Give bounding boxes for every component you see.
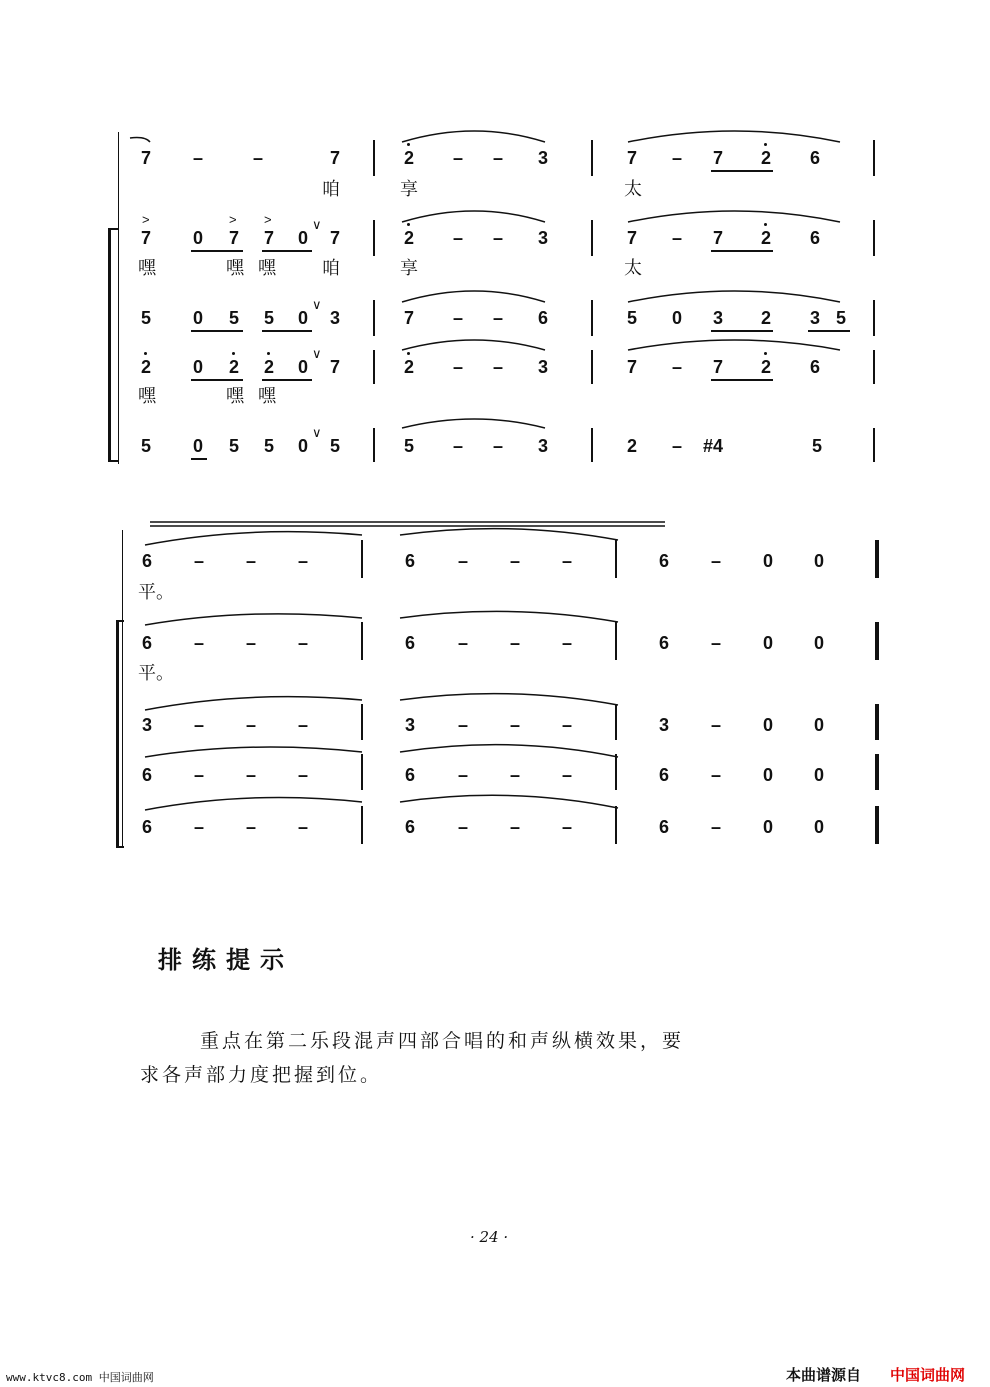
dash: – [672, 436, 683, 456]
note: 7 [627, 148, 638, 168]
footer-left-source: www.ktvc8.com 中国词曲网 [6, 1371, 154, 1384]
accent-mark: > [142, 212, 150, 227]
dash: – [562, 715, 573, 735]
lyric: 嘿 [258, 258, 276, 279]
barline [361, 704, 363, 740]
bracket-cap-bottom [108, 460, 118, 462]
breath-mark: ∨ [312, 217, 322, 232]
dash: – [672, 228, 683, 248]
note: 7 [330, 357, 341, 377]
barline [373, 350, 375, 384]
dash: – [458, 551, 469, 571]
dash: – [246, 817, 257, 837]
dash: – [298, 551, 309, 571]
note: 0 [763, 765, 774, 785]
note: 0 [763, 817, 774, 837]
rehearsal-text-line-1: 重点在第二乐段混声四部合唱的和声纵横效果，要 [200, 1030, 685, 1052]
octave-dot [232, 352, 235, 355]
dash: – [711, 765, 722, 785]
dash: – [562, 633, 573, 653]
underline [711, 170, 773, 172]
barline [591, 220, 593, 256]
note: 7 [713, 228, 724, 248]
octave-dot [764, 143, 767, 146]
note: 7 [627, 228, 638, 248]
dash: – [453, 228, 464, 248]
dash: – [246, 765, 257, 785]
dash: – [298, 817, 309, 837]
note: 5 [141, 436, 152, 456]
note: 6 [810, 148, 821, 168]
note: 7 [141, 228, 152, 248]
dash: – [711, 551, 722, 571]
lyric: 太 [624, 179, 642, 200]
note: 3 [713, 308, 724, 328]
dash: – [453, 357, 464, 377]
accent-mark: > [264, 212, 272, 227]
barline [873, 428, 875, 462]
note: 0 [298, 436, 309, 456]
dash: – [510, 715, 521, 735]
dash: – [246, 551, 257, 571]
note: 2 [229, 357, 240, 377]
note: 3 [538, 228, 549, 248]
dash: – [493, 436, 504, 456]
note: 7 [404, 308, 415, 328]
note: 7 [330, 228, 341, 248]
note: 0 [763, 633, 774, 653]
note: 2 [141, 357, 152, 377]
dash: – [493, 308, 504, 328]
lyric: 平。 [138, 582, 174, 603]
lyric: 嘿 [258, 386, 276, 407]
note: 5 [330, 436, 341, 456]
dash: – [458, 633, 469, 653]
dash: – [194, 817, 205, 837]
barline [373, 140, 375, 176]
note: 0 [193, 436, 204, 456]
breath-mark: ∨ [312, 297, 322, 312]
underline [262, 379, 312, 381]
lyric: 享 [400, 258, 418, 279]
dash: – [510, 817, 521, 837]
note: 3 [330, 308, 341, 328]
underline [191, 330, 243, 332]
dash: – [493, 148, 504, 168]
note: 5 [264, 436, 275, 456]
barline [361, 806, 363, 844]
note: 5 [229, 436, 240, 456]
lyric: 嘿 [138, 386, 156, 407]
note: 2 [404, 148, 415, 168]
note: 5 [812, 436, 823, 456]
barline [873, 140, 875, 176]
dash: – [510, 551, 521, 571]
lyric: 嘿 [226, 386, 244, 407]
underline [262, 330, 312, 332]
dash: – [711, 817, 722, 837]
lyric: 嘿 [226, 258, 244, 279]
dash: – [510, 633, 521, 653]
bracket-cap-top [108, 228, 118, 230]
note: 3 [659, 715, 670, 735]
note: 0 [763, 551, 774, 571]
underline [191, 458, 207, 460]
note: 3 [538, 436, 549, 456]
note: 3 [810, 308, 821, 328]
dash: – [562, 765, 573, 785]
note: 2 [404, 357, 415, 377]
brace-bracket [116, 622, 119, 846]
lyric: 太 [624, 258, 642, 279]
octave-dot [407, 352, 410, 355]
barline [361, 754, 363, 790]
note: 6 [538, 308, 549, 328]
octave-dot [764, 352, 767, 355]
note: 6 [659, 633, 670, 653]
note: 0 [814, 715, 825, 735]
breath-mark: ∨ [312, 425, 322, 440]
lyric: 咱 [322, 179, 340, 200]
dash: – [298, 765, 309, 785]
underline [711, 330, 773, 332]
dash: – [711, 715, 722, 735]
note: 0 [672, 308, 683, 328]
octave-dot [407, 223, 410, 226]
final-barline [875, 622, 879, 660]
barline [591, 300, 593, 336]
final-barline [875, 754, 879, 790]
system-line [122, 530, 123, 848]
dash: – [493, 357, 504, 377]
dash: – [453, 148, 464, 168]
underline [711, 379, 773, 381]
note: #4 [703, 436, 724, 456]
note: 7 [141, 148, 152, 168]
bracket-cap-bottom [116, 846, 124, 848]
note: 5 [836, 308, 847, 328]
note: 6 [810, 357, 821, 377]
dash: – [458, 765, 469, 785]
barline [615, 540, 617, 578]
note: 2 [761, 308, 772, 328]
dash: – [458, 715, 469, 735]
note: 0 [193, 308, 204, 328]
barline [615, 704, 617, 740]
dash: – [298, 715, 309, 735]
barline [615, 622, 617, 660]
note: 0 [814, 551, 825, 571]
barline [373, 300, 375, 336]
bracket-cap-top [116, 620, 124, 622]
dash: – [194, 633, 205, 653]
note: 2 [264, 357, 275, 377]
note: 7 [627, 357, 638, 377]
note: 5 [404, 436, 415, 456]
underline [191, 379, 243, 381]
note: 6 [142, 817, 153, 837]
barline [373, 428, 375, 462]
dash: – [672, 148, 683, 168]
footer-right-site-link[interactable]: 中国词曲网 [890, 1366, 966, 1384]
dash: – [562, 817, 573, 837]
note: 0 [193, 228, 204, 248]
note: 7 [330, 148, 341, 168]
lyric: 平。 [138, 663, 174, 684]
note: 6 [659, 817, 670, 837]
dash: – [246, 715, 257, 735]
dash: – [194, 551, 205, 571]
barline [591, 428, 593, 462]
dash: – [562, 551, 573, 571]
barline [873, 220, 875, 256]
note: 7 [229, 228, 240, 248]
note: 7 [264, 228, 275, 248]
note: 3 [538, 148, 549, 168]
barline [615, 754, 617, 790]
note: 6 [405, 817, 416, 837]
note: 2 [761, 357, 772, 377]
note: 0 [193, 357, 204, 377]
note: 0 [763, 715, 774, 735]
lyric: 享 [400, 179, 418, 200]
note: 5 [141, 308, 152, 328]
barline [361, 622, 363, 660]
dash: – [510, 765, 521, 785]
note: 5 [229, 308, 240, 328]
note: 7 [713, 357, 724, 377]
dash: – [453, 308, 464, 328]
dash: – [493, 228, 504, 248]
note: 3 [405, 715, 416, 735]
lyric: 嘿 [138, 258, 156, 279]
final-barline [875, 540, 879, 578]
note: 0 [814, 633, 825, 653]
octave-dot [407, 143, 410, 146]
note: 6 [142, 551, 153, 571]
dash: – [194, 765, 205, 785]
note: 0 [298, 228, 309, 248]
note: 0 [298, 357, 309, 377]
page-number: · 24 · [470, 1228, 509, 1246]
note: 3 [142, 715, 153, 735]
octave-dot [764, 223, 767, 226]
final-barline [875, 806, 879, 844]
note: 2 [404, 228, 415, 248]
rehearsal-text-line-2: 求各声部力度把握到位。 [140, 1064, 383, 1086]
accent-mark: > [229, 212, 237, 227]
brace-bracket [108, 230, 111, 460]
note: 6 [405, 633, 416, 653]
note: 2 [627, 436, 638, 456]
octave-dot [144, 352, 147, 355]
dash: – [672, 357, 683, 377]
dash: – [194, 715, 205, 735]
note: 0 [814, 765, 825, 785]
note: 6 [142, 765, 153, 785]
footer-right-label: 本曲谱源自 [786, 1366, 862, 1384]
barline [615, 806, 617, 844]
dash: – [298, 633, 309, 653]
underline [711, 250, 773, 252]
underline [808, 330, 850, 332]
dash: – [458, 817, 469, 837]
note: 6 [810, 228, 821, 248]
note: 6 [659, 551, 670, 571]
barline [591, 350, 593, 384]
underline [262, 250, 312, 252]
note: 5 [264, 308, 275, 328]
barline [873, 300, 875, 336]
system-line [118, 132, 119, 464]
note: 2 [761, 148, 772, 168]
underline [191, 250, 243, 252]
dash: – [193, 148, 204, 168]
note: 6 [142, 633, 153, 653]
dash: – [711, 633, 722, 653]
breath-mark: ∨ [312, 346, 322, 361]
note: 6 [405, 765, 416, 785]
note: 6 [405, 551, 416, 571]
dash: – [453, 436, 464, 456]
dash: – [253, 148, 264, 168]
lyric: 咱 [322, 258, 340, 279]
note: 5 [627, 308, 638, 328]
note: 2 [761, 228, 772, 248]
note: 7 [713, 148, 724, 168]
barline [361, 540, 363, 578]
rehearsal-heading: 排练提示 [158, 946, 294, 974]
note: 6 [659, 765, 670, 785]
barline [873, 350, 875, 384]
barline [373, 220, 375, 256]
final-barline [875, 704, 879, 740]
dash: – [246, 633, 257, 653]
note: 0 [814, 817, 825, 837]
note: 3 [538, 357, 549, 377]
octave-dot [267, 352, 270, 355]
barline [591, 140, 593, 176]
note: 0 [298, 308, 309, 328]
